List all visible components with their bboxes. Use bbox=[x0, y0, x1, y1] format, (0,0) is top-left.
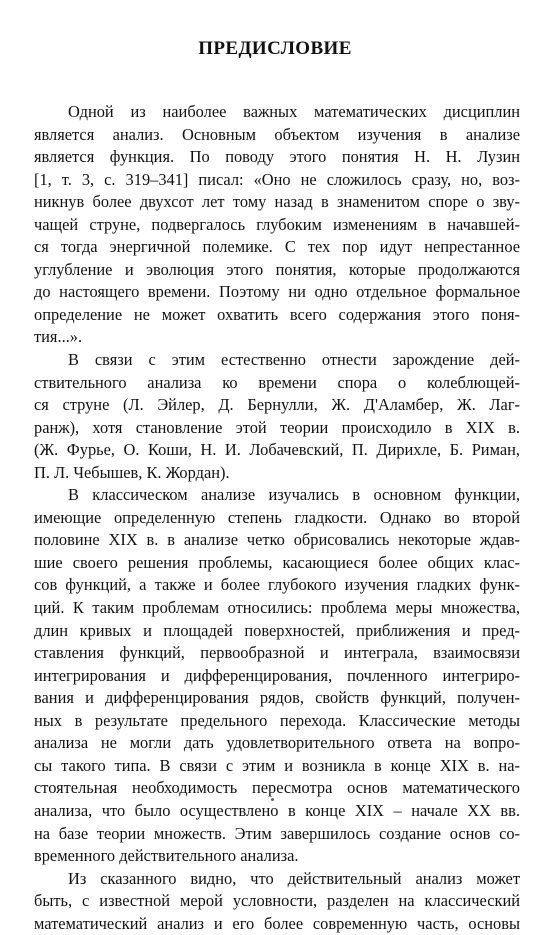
text-line: быть, с известной мерой условности, разделен на классический bbox=[34, 891, 520, 911]
text-line: [1, т. 3, с. 319–341] писал: «Оно не сложилось сразу, но, воз- bbox=[34, 169, 520, 189]
text-line: ся струне (Л. Эйлер, Д. Бернулли, Ж. Д'Аламбер, Ж. Лаг- bbox=[34, 395, 520, 415]
print-speck bbox=[271, 798, 274, 801]
text-line: В классическом анализе изучались в основном функции, bbox=[68, 485, 520, 505]
text-line: является функция. По поводу этого понятия Н. Н. Лузин bbox=[34, 147, 520, 167]
text-line: сы такого типа. В связи с этим и возникла в конце XIX в. на- bbox=[34, 755, 520, 775]
text-line: ся тогда энергичной полемике. С тех пор идут непрестанное bbox=[34, 237, 520, 257]
page-title: ПРЕДИСЛОВИЕ bbox=[198, 38, 352, 59]
text-line: В связи с этим естественно отнести зарождение дей- bbox=[68, 350, 520, 370]
text-line: ранж), хотя становление этой теории происходило в XIX в. bbox=[34, 417, 520, 437]
text-line: Одной из наиболее важных математических дисциплин bbox=[68, 102, 520, 121]
text-line: является анализ. Основным объектом изучения в анализе bbox=[34, 124, 520, 144]
text-line: определение не может охватить всего содержания этого поня- bbox=[34, 304, 520, 324]
text-line: никнув более двухсот лет тому назад в знаменитом споре о зву- bbox=[34, 192, 520, 212]
text-line: ных в результате предельного перехода. Классические методы bbox=[34, 710, 520, 730]
text-line: чащей струне, подвергалось глубоким изменениям в начавшей- bbox=[34, 214, 520, 234]
text-line: ций. К таким проблемам относились: проблема меры множества, bbox=[34, 598, 520, 618]
text-line: анализа не могли дать удовлетворительного ответа на вопро- bbox=[34, 733, 520, 753]
text-line: имеющие определенную степень гладкости. Однако во второй bbox=[34, 507, 520, 527]
text-line: углубление и эволюция этого понятия, которые продолжаются bbox=[34, 259, 520, 279]
text-line: тия...». bbox=[34, 327, 83, 347]
text-line: временного действительного анализа. bbox=[34, 846, 299, 866]
text-line: анализа, что было осуществлено в конце XIX – начале XX вв. bbox=[34, 800, 520, 820]
text-line: П. Л. Чебышев, К. Жордан). bbox=[34, 462, 230, 482]
preface-text bbox=[34, 101, 520, 935]
text-line: интегрирования и дифференцирования, почленного интегриро- bbox=[34, 665, 520, 685]
text-line: длин кривых и площадей поверхностей, приближения и пред- bbox=[34, 620, 520, 640]
text-line: стоятельная необходимость пересмотра основ математического bbox=[34, 778, 520, 798]
text-line: вания и дифференцирования рядов, свойств функций, получен- bbox=[34, 688, 520, 708]
text-line: Из сказанного видно, что действительный анализ может bbox=[68, 868, 520, 888]
text-line: ствительного анализа ко времени спора о колеблющей- bbox=[34, 372, 520, 392]
text-line: на базе теории множеств. Этим завершилось создание основ со- bbox=[34, 823, 520, 843]
text-line: шие своего решения проблемы, касающиеся более общих клас- bbox=[34, 552, 520, 572]
text-line: математический анализ и его более современную часть, основы bbox=[34, 913, 520, 933]
text-line: сов функций, а также и более глубокого изучения гладких функ- bbox=[34, 575, 520, 595]
text-line: (Ж. Фурье, О. Коши, Н. И. Лобачевский, П. Дирихле, Б. Риман, bbox=[34, 440, 520, 460]
text-line: половине XIX в. в анализе четко обрисовались некоторые ждав- bbox=[34, 530, 520, 550]
text-line: ставления функций, первообразной и интеграла, взаимосвязи bbox=[34, 643, 520, 663]
text-line: до настоящего времени. Поэтому ни одно отдельное формальное bbox=[34, 282, 520, 302]
